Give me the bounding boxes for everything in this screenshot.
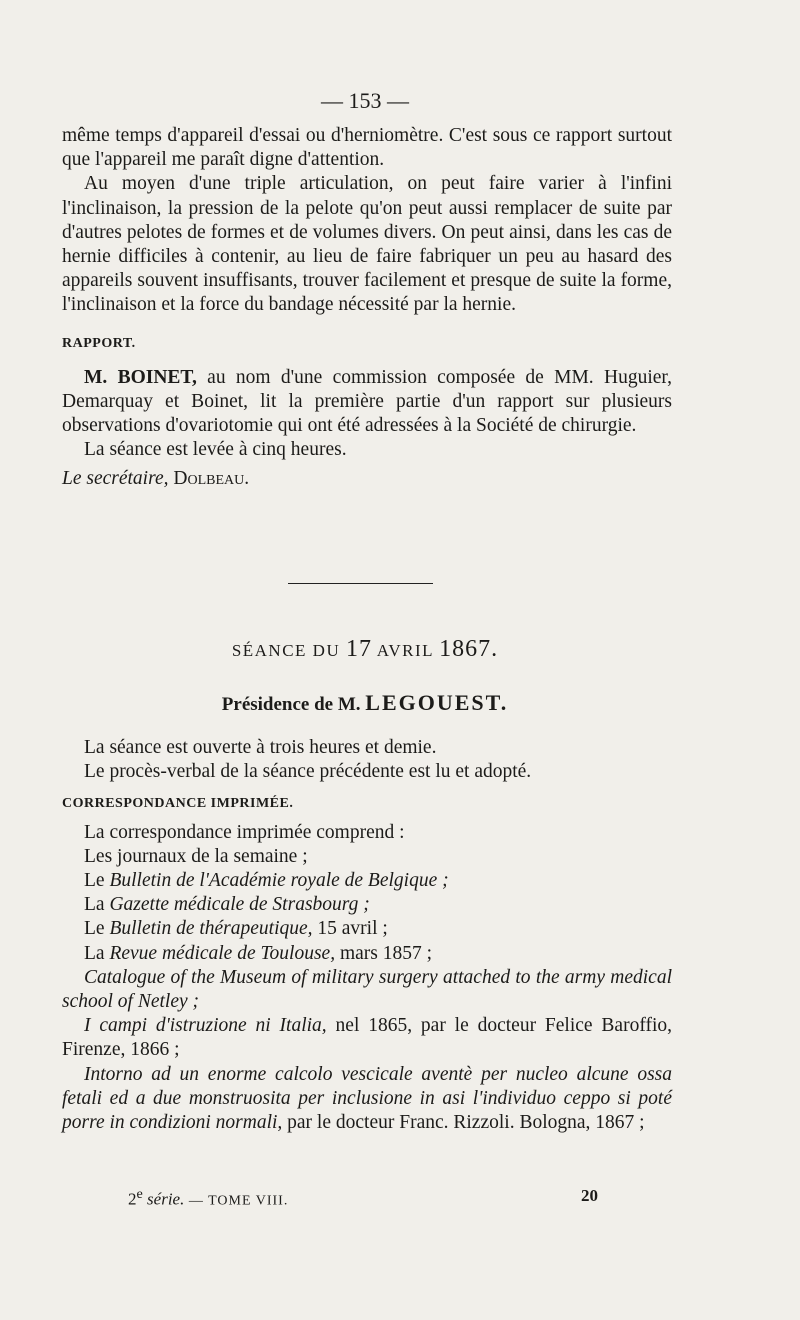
list-item: La Revue médicale de Toulouse, mars 1857 ; xyxy=(84,942,433,964)
separator-rule xyxy=(288,583,433,584)
list-item: Catalogue of the Museum of military surgery attached to the army medical school of Netley ; xyxy=(62,966,672,1013)
serie-sup: e xyxy=(136,1186,143,1202)
signature-number: 20 xyxy=(581,1186,598,1205)
tome-label: — TOME VIII. xyxy=(184,1193,289,1209)
list-item: Les journaux de la semaine ; xyxy=(84,845,308,867)
list-item: I campi d'istruzione ni Italia, nel 1865, par le docteur Felice Baroffio, Firenze, 1866 ; xyxy=(62,1015,672,1061)
session-month: AVRIL xyxy=(371,641,440,660)
serie-number: 2 xyxy=(128,1189,137,1209)
serie-word: série. xyxy=(142,1189,185,1209)
session-year: 1867. xyxy=(439,636,499,662)
presidency-heading xyxy=(0,690,730,716)
section-heading-correspondance: CORRESPONDANCE IMPRIMÉE. xyxy=(62,796,294,812)
paragraph: Au moyen d'une triple articulation, on peut faire varier à l'infini l'inclinaison, la pression de la pelote qu'on peut aussi remplacer de suite par d'autres pelotes de formes et de volumes divers. On peut ainsi, dans les cas de hernie difficiles à contenir, au lieu de faire fabriquer un peu au hasard des appareils souvent insuffisants, trouver facilement et presque de suite la forme, l'inclinaison et la force du bandage nécessité par la hernie. xyxy=(62,173,672,316)
opening-line: La séance est ouverte à trois heures et demie. xyxy=(84,737,437,758)
rapport-text: au nom d'une commission composée de MM. Huguier, Demarquay et Boinet, lit la première partie d'un rapport sur plusieurs observations d'ovariotomie qui ont été adressées à la Société de chirurgie. xyxy=(62,366,672,437)
speaker-name: M. BOINET, xyxy=(84,366,197,388)
paragraphs-block-1 xyxy=(62,124,672,491)
paragraph-rapport xyxy=(62,366,672,439)
list-item: La correspondance imprimée comprend : xyxy=(84,821,405,843)
page-footer xyxy=(128,1186,608,1210)
paragraph: même temps d'appareil d'essai ou d'herniomètre. C'est sous ce rapport surtout que l'appareil me paraît digne d'attention. xyxy=(62,125,672,171)
list-item: Le Bulletin de l'Académie royale de Belgique ; xyxy=(84,870,449,892)
session-prefix: SÉANCE DU xyxy=(231,641,346,660)
opening-line: Le procès-verbal de la séance précédente est lu et adopté. xyxy=(84,761,532,783)
presidency-prefix: Présidence de M. xyxy=(221,694,366,715)
session-day: 17 xyxy=(345,636,372,662)
paragraph-closing: La séance est levée à cinq heures. xyxy=(84,439,347,461)
list-item: La Gazette médicale de Strasbourg ; xyxy=(84,894,370,916)
session-heading xyxy=(0,636,730,663)
list-item: Intorno ad un enorme calcolo vescicale aventè per nucleo alcune ossa fetali ed a due monstruosita per inclusione in asi l'individuo ceppo si poté porre in condizioni normali, par le docteur Franc. Rizzoli. Bologna, 1867 ; xyxy=(62,1063,672,1134)
signature-role: Le secrétaire, xyxy=(62,467,169,489)
president-name: LEGOUEST. xyxy=(365,690,509,715)
list-item: Le Bulletin de thérapeutique, 15 avril ; xyxy=(84,918,388,940)
page-number: — 153 — xyxy=(321,88,409,113)
section-heading-rapport: RAPPORT. xyxy=(62,335,136,351)
paragraphs-block-2 xyxy=(62,736,672,1135)
signature xyxy=(62,467,672,491)
signature-name: Dolbeau. xyxy=(173,467,250,489)
